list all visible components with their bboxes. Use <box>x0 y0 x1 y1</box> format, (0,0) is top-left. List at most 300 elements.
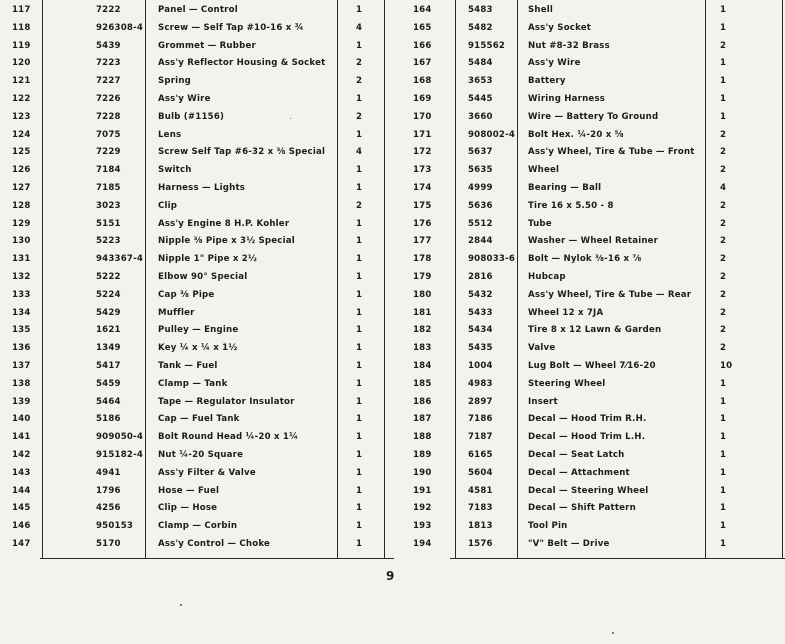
table-bottom-rule <box>40 558 394 559</box>
table-row <box>0 216 384 233</box>
table-row <box>410 2 785 19</box>
cell-ref: 134 <box>12 307 31 318</box>
table-row <box>0 144 384 161</box>
cell-part: 943367-4 <box>96 254 144 265</box>
cell-qty: 2 <box>720 165 727 176</box>
cell-desc: Nut #8-32 Brass <box>528 40 610 51</box>
cell-qty: 1 <box>720 58 727 69</box>
cell-qty: 2 <box>720 218 727 229</box>
cell-part: 5483 <box>468 5 493 15</box>
cell-part: 909050-4 <box>96 432 144 443</box>
table-row <box>410 55 785 72</box>
cell-qty: 1 <box>356 165 363 176</box>
cell-ref: 192 <box>413 503 432 514</box>
cell-ref: 130 <box>12 236 31 247</box>
table-row <box>410 429 785 446</box>
table-row <box>0 91 384 108</box>
table-row <box>410 38 785 55</box>
cell-ref: 173 <box>413 165 432 176</box>
table-row <box>0 447 384 464</box>
cell-ref: 194 <box>413 539 432 549</box>
table-row <box>410 73 785 90</box>
cell-desc: Screw — Self Tap #10-16 x ¾ <box>158 22 304 33</box>
cell-part: 915182-4 <box>96 450 144 460</box>
cell-qty: 2 <box>720 343 727 354</box>
cell-part: 5439 <box>96 40 121 51</box>
cell-part: 5434 <box>468 325 493 336</box>
table-row <box>410 411 785 428</box>
cell-desc: Valve <box>528 343 556 354</box>
cell-part: 3653 <box>468 76 493 87</box>
cell-qty: 1 <box>720 432 727 443</box>
cell-ref: 178 <box>413 254 432 265</box>
cell-desc: Decal — Shift Pattern <box>528 503 636 514</box>
cell-desc: Spring <box>158 76 191 87</box>
cell-part: 3023 <box>96 200 121 211</box>
cell-qty: 1 <box>720 111 727 122</box>
cell-qty: 1 <box>356 183 363 193</box>
cell-ref: 181 <box>413 307 432 318</box>
cell-ref: 184 <box>413 361 432 371</box>
cell-qty: 1 <box>356 432 363 443</box>
cell-ref: 191 <box>413 485 432 496</box>
cell-part: 7227 <box>96 76 121 87</box>
cell-ref: 146 <box>12 521 31 532</box>
table-row <box>0 465 384 482</box>
cell-ref: 145 <box>12 503 31 514</box>
cell-desc: Ass'y Control — Choke <box>158 539 271 549</box>
cell-part: 915562 <box>468 40 506 51</box>
table-row <box>410 216 785 233</box>
cell-qty: 1 <box>720 76 727 87</box>
cell-desc: Battery <box>528 76 566 87</box>
cell-qty: 1 <box>356 236 363 247</box>
cell-qty: 1 <box>356 361 363 371</box>
cell-qty: 1 <box>356 450 363 460</box>
table-row <box>0 483 384 500</box>
cell-ref: 189 <box>413 450 432 460</box>
cell-qty: 1 <box>356 521 363 532</box>
cell-ref: 171 <box>413 129 432 140</box>
table-row <box>410 162 785 179</box>
cell-desc: Bulb (#1156) <box>158 111 225 122</box>
cell-ref: 137 <box>12 361 31 371</box>
cell-part: 5604 <box>468 467 493 478</box>
table-row <box>410 518 785 535</box>
cell-ref: 193 <box>413 521 432 532</box>
cell-qty: 1 <box>356 396 363 407</box>
cell-ref: 144 <box>12 485 31 496</box>
cell-desc: Grommet — Rubber <box>158 40 256 51</box>
cell-ref: 140 <box>12 414 31 425</box>
cell-ref: 188 <box>413 432 432 443</box>
cell-qty: 1 <box>356 218 363 229</box>
cell-ref: 167 <box>413 58 432 69</box>
cell-ref: 143 <box>12 467 31 478</box>
cell-part: 4983 <box>468 378 493 389</box>
cell-part: 950153 <box>96 521 134 532</box>
cell-qty: 1 <box>720 467 727 478</box>
cell-desc: Cap — Fuel Tank <box>158 414 240 425</box>
cell-desc: Tape — Regulator Insulator <box>158 396 295 407</box>
cell-qty: 1 <box>356 5 363 15</box>
cell-part: 5417 <box>96 361 121 371</box>
cell-ref: 168 <box>413 76 432 87</box>
cell-part: 7228 <box>96 111 121 122</box>
cell-qty: 2 <box>720 307 727 318</box>
table-row <box>410 394 785 411</box>
cell-ref: 123 <box>12 111 31 122</box>
cell-desc: Decal — Hood Trim R.H. <box>528 414 647 425</box>
cell-ref: 121 <box>12 76 31 87</box>
cell-part: 7184 <box>96 165 121 176</box>
cell-qty: 1 <box>356 272 363 282</box>
cell-desc: Tool Pin <box>528 521 568 532</box>
cell-qty: 1 <box>356 503 363 514</box>
cell-qty: 1 <box>720 503 727 514</box>
cell-part: 5222 <box>96 272 121 282</box>
table-row <box>0 2 384 19</box>
cell-ref: 180 <box>413 289 432 300</box>
cell-desc: Wheel <box>528 165 560 176</box>
cell-part: 5186 <box>96 414 121 425</box>
cell-desc: Nut ¼-20 Square <box>158 450 244 460</box>
table-row <box>410 233 785 250</box>
cell-qty: 2 <box>720 236 727 247</box>
cell-part: 5170 <box>96 539 121 549</box>
cell-part: 7226 <box>96 94 121 104</box>
cell-part: 5635 <box>468 165 493 176</box>
cell-part: 7075 <box>96 129 121 140</box>
cell-qty: 1 <box>356 289 363 300</box>
cell-desc: Bolt — Nylok ⅜-16 x ⅞ <box>528 254 642 265</box>
cell-desc: Muffler <box>158 307 195 318</box>
cell-part: 5433 <box>468 307 493 318</box>
cell-part: 926308-4 <box>96 22 144 33</box>
column-rule <box>517 0 518 558</box>
cell-ref: 128 <box>12 200 31 211</box>
table-row <box>0 109 384 126</box>
cell-desc: Screw Self Tap #6-32 x ⅜ Special <box>158 147 326 158</box>
cell-part: 1349 <box>96 343 121 354</box>
cell-part: 7223 <box>96 58 121 69</box>
table-row <box>410 198 785 215</box>
cell-desc: Decal — Steering Wheel <box>528 485 649 496</box>
cell-ref: 122 <box>12 94 31 104</box>
cell-qty: 1 <box>720 5 727 15</box>
column-rule <box>337 0 338 558</box>
cell-ref: 135 <box>12 325 31 336</box>
cell-part: 4999 <box>468 183 493 193</box>
print-speck <box>290 118 291 119</box>
cell-qty: 1 <box>356 307 363 318</box>
cell-part: 5459 <box>96 378 121 389</box>
cell-ref: 139 <box>12 396 31 407</box>
cell-ref: 141 <box>12 432 31 443</box>
cell-ref: 186 <box>413 396 432 407</box>
cell-qty: 10 <box>720 361 733 371</box>
cell-desc: Bolt Hex. ¼-20 x ⅝ <box>528 129 624 140</box>
cell-part: 4581 <box>468 485 493 496</box>
cell-ref: 127 <box>12 183 31 193</box>
cell-qty: 2 <box>720 289 727 300</box>
cell-ref: 172 <box>413 147 432 158</box>
cell-qty: 1 <box>356 539 363 549</box>
table-row <box>0 269 384 286</box>
cell-qty: 2 <box>356 200 363 211</box>
cell-desc: Tube <box>528 218 552 229</box>
cell-desc: Lug Bolt — Wheel 7⁄16-20 <box>528 361 656 371</box>
table-row <box>0 287 384 304</box>
cell-ref: 175 <box>413 200 432 211</box>
cell-qty: 2 <box>720 272 727 282</box>
cell-part: 5637 <box>468 147 493 158</box>
table-row <box>0 376 384 393</box>
cell-qty: 1 <box>720 450 727 460</box>
cell-ref: 169 <box>413 94 432 104</box>
cell-desc: Ass'y Wheel, Tire & Tube — Front <box>528 147 695 158</box>
cell-part: 6165 <box>468 450 493 460</box>
cell-desc: Tire 16 x 5.50 - 8 <box>528 200 614 211</box>
cell-part: 2816 <box>468 272 493 282</box>
cell-ref: 142 <box>12 450 31 460</box>
cell-ref: 174 <box>413 183 432 193</box>
cell-part: 5464 <box>96 396 121 407</box>
cell-ref: 125 <box>12 147 31 158</box>
cell-desc: Elbow 90° Special <box>158 272 248 282</box>
cell-ref: 117 <box>12 5 31 15</box>
cell-part: 5636 <box>468 200 493 211</box>
cell-qty: 4 <box>356 147 363 158</box>
table-row <box>410 536 785 553</box>
cell-desc: Wheel 12 x 7JA <box>528 307 604 318</box>
cell-part: 5484 <box>468 58 493 69</box>
cell-qty: 2 <box>356 58 363 69</box>
table-row <box>410 269 785 286</box>
table-row <box>410 127 785 144</box>
cell-desc: Hose — Fuel <box>158 485 220 496</box>
cell-ref: 165 <box>413 22 432 33</box>
cell-desc: Pulley — Engine <box>158 325 239 336</box>
table-row <box>0 536 384 553</box>
cell-ref: 126 <box>12 165 31 176</box>
cell-part: 7183 <box>468 503 493 514</box>
cell-part: 1813 <box>468 521 493 532</box>
page-number: 9 <box>386 569 395 583</box>
cell-qty: 1 <box>720 539 727 549</box>
cell-qty: 1 <box>720 396 727 407</box>
cell-part: 908033-6 <box>468 254 516 265</box>
table-row <box>0 394 384 411</box>
cell-ref: 131 <box>12 254 31 265</box>
cell-desc: Ass'y Socket <box>528 22 592 33</box>
cell-qty: 1 <box>356 254 363 265</box>
cell-desc: Shell <box>528 5 554 15</box>
table-row <box>410 358 785 375</box>
cell-desc: Ass'y Reflector Housing & Socket <box>158 58 326 69</box>
cell-qty: 4 <box>720 183 727 193</box>
table-row <box>0 162 384 179</box>
table-row <box>0 340 384 357</box>
cell-desc: Harness — Lights <box>158 183 246 193</box>
cell-part: 1576 <box>468 539 493 549</box>
column-rule <box>384 0 385 558</box>
cell-qty: 2 <box>720 129 727 140</box>
cell-part: 7187 <box>468 432 493 443</box>
cell-desc: Clamp — Corbin <box>158 521 238 532</box>
cell-ref: 136 <box>12 343 31 354</box>
cell-desc: "V" Belt — Drive <box>528 539 610 549</box>
print-speck <box>180 604 182 606</box>
cell-part: 1004 <box>468 361 493 371</box>
cell-qty: 1 <box>356 485 363 496</box>
cell-qty: 1 <box>720 94 727 104</box>
cell-part: 7185 <box>96 183 121 193</box>
cell-qty: 1 <box>356 414 363 425</box>
cell-qty: 1 <box>356 40 363 51</box>
table-row <box>0 38 384 55</box>
cell-part: 5224 <box>96 289 121 300</box>
table-row <box>0 127 384 144</box>
cell-part: 1796 <box>96 485 121 496</box>
cell-part: 7229 <box>96 147 121 158</box>
cell-desc: Wiring Harness <box>528 94 606 104</box>
table-row <box>0 73 384 90</box>
table-row <box>0 20 384 37</box>
table-row <box>0 180 384 197</box>
cell-desc: Hubcap <box>528 272 566 282</box>
cell-part: 2897 <box>468 396 493 407</box>
cell-qty: 2 <box>720 325 727 336</box>
cell-part: 5435 <box>468 343 493 354</box>
table-row <box>410 340 785 357</box>
table-row <box>410 447 785 464</box>
cell-part: 7186 <box>468 414 493 425</box>
table-row <box>410 20 785 37</box>
cell-qty: 1 <box>356 343 363 354</box>
table-row <box>410 109 785 126</box>
table-row <box>410 287 785 304</box>
cell-ref: 119 <box>12 40 31 51</box>
cell-ref: 190 <box>413 467 432 478</box>
cell-desc: Lens <box>158 129 182 140</box>
cell-desc: Decal — Seat Latch <box>528 450 625 460</box>
cell-desc: Ass'y Filter & Valve <box>158 467 256 478</box>
table-bottom-rule <box>450 558 785 559</box>
table-row <box>0 500 384 517</box>
column-rule <box>145 0 146 558</box>
cell-desc: Ass'y Wheel, Tire & Tube — Rear <box>528 289 692 300</box>
cell-part: 1621 <box>96 325 121 336</box>
cell-ref: 170 <box>413 111 432 122</box>
cell-ref: 164 <box>413 5 432 15</box>
table-row <box>410 483 785 500</box>
cell-desc: Clamp — Tank <box>158 378 228 389</box>
cell-desc: Bearing — Ball <box>528 183 602 193</box>
cell-part: 2844 <box>468 236 493 247</box>
table-row <box>0 322 384 339</box>
cell-ref: 176 <box>413 218 432 229</box>
cell-qty: 2 <box>720 254 727 265</box>
cell-qty: 4 <box>356 22 363 33</box>
cell-qty: 1 <box>720 485 727 496</box>
cell-desc: Nipple 1" Pipe x 2½ <box>158 254 258 265</box>
cell-qty: 1 <box>356 325 363 336</box>
cell-ref: 183 <box>413 343 432 354</box>
table-row <box>0 55 384 72</box>
table-row <box>410 376 785 393</box>
cell-desc: Steering Wheel <box>528 378 606 389</box>
table-row <box>410 322 785 339</box>
cell-desc: Decal — Hood Trim L.H. <box>528 432 646 443</box>
table-row <box>0 251 384 268</box>
cell-part: 5151 <box>96 218 121 229</box>
cell-desc: Washer — Wheel Retainer <box>528 236 659 247</box>
print-speck <box>612 632 614 634</box>
cell-desc: Key ¼ x ¼ x 1½ <box>158 343 238 354</box>
cell-part: 3660 <box>468 111 493 122</box>
cell-ref: 129 <box>12 218 31 229</box>
table-row <box>0 305 384 322</box>
cell-part: 5432 <box>468 289 493 300</box>
cell-part: 4256 <box>96 503 121 514</box>
cell-ref: 124 <box>12 129 31 140</box>
cell-ref: 182 <box>413 325 432 336</box>
cell-qty: 1 <box>356 467 363 478</box>
cell-ref: 118 <box>12 22 31 33</box>
table-row <box>0 358 384 375</box>
table-row <box>410 500 785 517</box>
cell-ref: 185 <box>413 378 432 389</box>
cell-qty: 2 <box>356 76 363 87</box>
table-row <box>0 198 384 215</box>
table-row <box>0 429 384 446</box>
cell-desc: Switch <box>158 165 192 176</box>
cell-desc: Clip <box>158 200 178 211</box>
cell-part: 4941 <box>96 467 121 478</box>
cell-desc: Ass'y Wire <box>528 58 581 69</box>
cell-ref: 179 <box>413 272 432 282</box>
cell-ref: 177 <box>413 236 432 247</box>
cell-desc: Panel — Control <box>158 5 238 15</box>
cell-ref: 187 <box>413 414 432 425</box>
table-row <box>0 411 384 428</box>
cell-qty: 1 <box>720 521 727 532</box>
cell-qty: 1 <box>720 414 727 425</box>
table-row <box>410 144 785 161</box>
cell-part: 7222 <box>96 5 121 15</box>
cell-qty: 1 <box>720 378 727 389</box>
table-row <box>0 518 384 535</box>
cell-qty: 2 <box>720 40 727 51</box>
table-row <box>410 251 785 268</box>
cell-qty: 2 <box>720 200 727 211</box>
cell-part: 5223 <box>96 236 121 247</box>
table-row <box>410 305 785 322</box>
table-row <box>410 465 785 482</box>
cell-desc: Decal — Attachment <box>528 467 630 478</box>
cell-qty: 1 <box>356 94 363 104</box>
cell-desc: Bolt Round Head ¼-20 x 1¼ <box>158 432 299 443</box>
cell-part: 5445 <box>468 94 493 104</box>
cell-desc: Ass'y Wire <box>158 94 211 104</box>
table-row <box>410 91 785 108</box>
cell-desc: Cap ⅜ Pipe <box>158 289 215 300</box>
column-rule <box>42 0 43 558</box>
cell-qty: 1 <box>356 129 363 140</box>
cell-part: 908002-4 <box>468 129 516 140</box>
cell-qty: 2 <box>356 111 363 122</box>
